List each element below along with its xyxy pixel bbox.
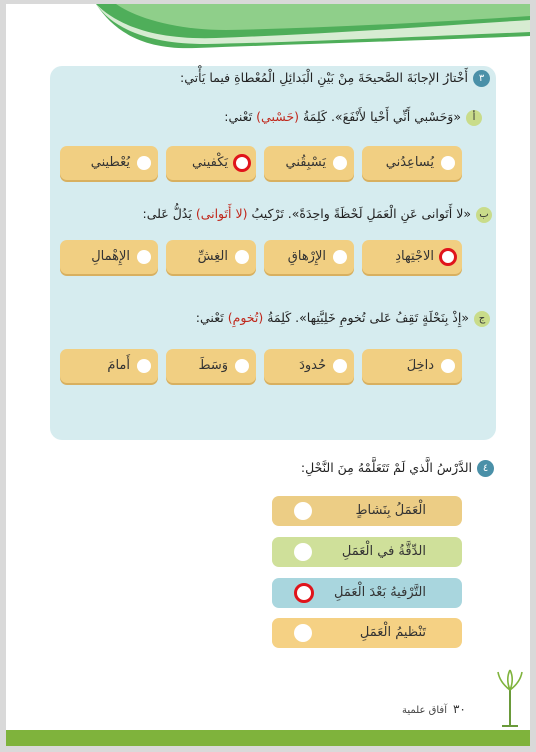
radio-circle-icon[interactable]	[441, 156, 455, 170]
option-label: الْعَمَلُ بِنَشاطٍ	[355, 503, 426, 518]
part-a-letter: أ	[466, 110, 482, 126]
part-a-sentence: «وَحَسْبي أَنِّي أَحْيا لأَنْفَعَ». كَلِمَةُ	[302, 109, 461, 124]
radio-circle-icon[interactable]	[137, 250, 151, 264]
radio-circle-icon[interactable]	[137, 156, 151, 170]
textbook-page	[6, 4, 530, 746]
part-b-sentence: «لا أَتَوانى عَنِ الْعَمَلِ لَحْظَةً واحِدَةً». تَرْكيبُ	[251, 206, 471, 221]
option-4-1[interactable]	[272, 496, 462, 526]
option-4-3[interactable]	[272, 578, 462, 608]
radio-circle-icon[interactable]	[333, 359, 347, 373]
part-c-sentence: «إِذْ بِنَحْلَةٍ تَقِفُ عَلى تُخومِ خَلِيَّتِها». كَلِمَةُ	[267, 310, 469, 325]
option-label: الاجْتِهادِ	[395, 249, 434, 264]
part-c-keyword: (تُخومِ)	[227, 310, 264, 325]
question-3b-text	[143, 206, 493, 223]
option-label: الدِّقَّةُ في الْعَمَلِ	[341, 544, 426, 559]
option-label: الإِرْهاقِ	[287, 249, 326, 264]
question-3c-text	[196, 310, 490, 327]
header-wave-decoration	[6, 4, 530, 74]
question-3-header	[180, 70, 490, 87]
question-3a-text	[224, 109, 482, 126]
option-4-2[interactable]	[272, 537, 462, 567]
option-3c-1[interactable]	[362, 349, 462, 383]
radio-circle-icon[interactable]	[441, 359, 455, 373]
part-c-tail: تَعْني:	[195, 310, 224, 325]
option-3a-3[interactable]	[166, 146, 256, 180]
selected-radio-mark-icon[interactable]	[294, 583, 314, 603]
radio-circle-icon[interactable]	[333, 156, 347, 170]
question-4-number: ٤	[477, 460, 494, 477]
question-3-number: ٣	[473, 70, 490, 87]
page-footer	[402, 702, 466, 716]
radio-circle-icon[interactable]	[294, 624, 312, 642]
option-3b-4[interactable]	[60, 240, 158, 274]
part-c-letter: ج	[474, 311, 490, 327]
radio-circle-icon[interactable]	[235, 359, 249, 373]
option-3b-3[interactable]	[166, 240, 256, 274]
option-label: أَمامَ	[107, 358, 130, 373]
option-3c-4[interactable]	[60, 349, 158, 383]
option-label: يُعْطيني	[90, 155, 130, 170]
option-label: الغِشِّ	[197, 249, 228, 264]
palm-tree-logo-icon	[496, 668, 524, 728]
radio-circle-icon[interactable]	[333, 250, 347, 264]
bottom-accent-bar	[6, 730, 530, 746]
selected-radio-mark-icon[interactable]	[439, 248, 457, 266]
book-title: آفاق علمية	[402, 705, 447, 716]
option-3a-2[interactable]	[264, 146, 354, 180]
option-label: وَسَطَ	[198, 358, 228, 373]
radio-circle-icon[interactable]	[235, 250, 249, 264]
option-3a-4[interactable]	[60, 146, 158, 180]
option-label: الإِهْمالِ	[91, 249, 130, 264]
option-4-4[interactable]	[272, 618, 462, 648]
page-number: ٣٠	[452, 702, 466, 716]
part-b-keyword: (لا أَتَوانى)	[195, 206, 248, 221]
radio-circle-icon[interactable]	[294, 502, 312, 520]
option-3b-1[interactable]	[362, 240, 462, 274]
part-b-letter: ب	[476, 207, 492, 223]
option-label: يَسْبِقُني	[285, 155, 326, 170]
option-label: تَنْظيمُ الْعَمَلِ	[359, 625, 426, 640]
radio-circle-icon[interactable]	[137, 359, 151, 373]
part-b-tail: يَدُلُّ عَلى:	[142, 206, 192, 221]
option-3c-3[interactable]	[166, 349, 256, 383]
option-label: حُدودَ	[299, 358, 326, 373]
part-a-keyword: (حَسْبي)	[256, 109, 299, 124]
question-4-header	[301, 460, 494, 477]
option-label: يَكْفيني	[191, 155, 228, 170]
selected-radio-mark-icon[interactable]	[233, 154, 251, 172]
question-4-prompt: الدَّرْسُ الَّذي لَمْ تَتَعَلَّمْهُ مِنَ النَّحْلِ:	[300, 460, 472, 475]
part-a-tail: تَعْني:	[224, 109, 253, 124]
option-3c-2[interactable]	[264, 349, 354, 383]
option-3b-2[interactable]	[264, 240, 354, 274]
option-label: يُساعِدُني	[385, 155, 434, 170]
option-label: التَّرْفيهُ بَعْدَ الْعَمَلِ	[334, 585, 426, 600]
radio-circle-icon[interactable]	[294, 543, 312, 561]
option-label: داخِلَ	[406, 358, 434, 373]
question-3-prompt: أَخْتارُ الإجابَةَ الصَّحيحَةَ مِنْ بَيْنِ الْبَدائِلِ الْمُعْطاةِ فيما يَأْتي:	[180, 70, 468, 85]
option-3a-1[interactable]	[362, 146, 462, 180]
